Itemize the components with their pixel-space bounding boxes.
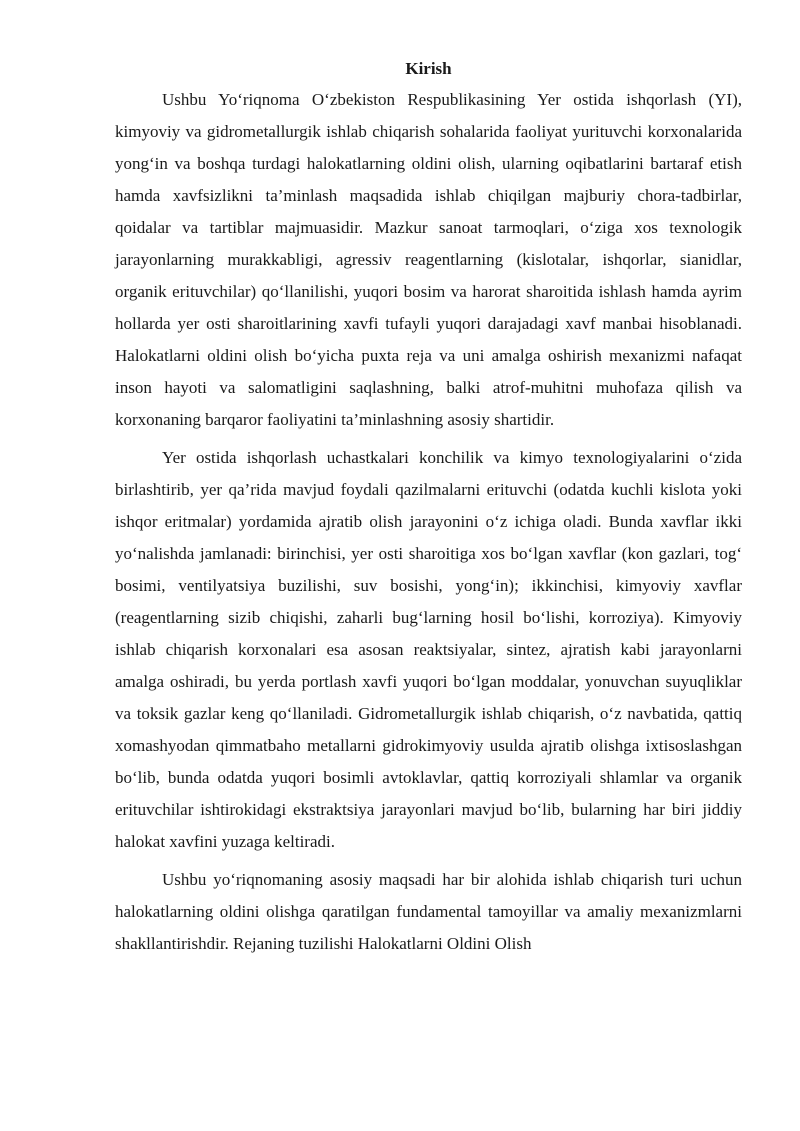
section-title: Kirish: [405, 59, 452, 78]
paragraph-purpose: Ushbu yo‘riqnomaning asosiy maqsadi har bir alohida ishlab chiqarish turi uchun halokatlarning oldini olishga qaratilgan fundamental tamoyillar va amaliy mexanizmlarni shakllantirishdir. Rejaning tuzilishi Halokatlarni Oldini Olish: [115, 870, 742, 953]
document-page: [115, 56, 742, 960]
paragraph-intro: Ushbu Yo‘riqnoma O‘zbekiston Respublikasining Yer ostida ishqorlash (YI), kimyoviy va gidrometallurgik ishlab chiqarish sohalarida faoliyat yurituvchi korxonalarida yong‘in va boshqa turdagi halokatlarning oldini olish, ularning oqibatlarini bartaraf etish hamda xavfsizlikni ta’minlash maqsadida ishlab chiqilgan majburiy chora-tadbirlar, qoidalar va tartiblar majmuasidir. Mazkur sanoat tarmoqlari, o‘ziga xos texnologik jarayonlarning murakkabligi, agressiv reagentlarning (kislotalar, ishqorlar, sianidlar, organik erituvchilar) qo‘llanilishi, yuqori bosim va harorat sharoitida ishlash hamda ayrim hollarda yer osti sharoitlarining xavfi tufayli yuqori darajadagi xavf manbai hisoblanadi. Halokatlarni oldini olish bo‘yicha puxta reja va uni amalga oshirish mexanizmi nafaqat inson hayoti va salomatligini saqlashning, balki atrof-muhitni muhofaza qilish va korxonaning barqaror faoliyatini ta’minlashning asosiy shartidir.: [115, 90, 742, 429]
paragraph-hazards: Yer ostida ishqorlash uchastkalari konchilik va kimyo texnologiyalarini o‘zida birlashtirib, yer qa’rida mavjud foydali qazilmalarni erituvchi (odatda kuchli kislota yoki ishqor eritmalar) yordamida ajratib olish jarayonini o‘z ichiga oladi. Bunda xavflar ikki yo‘nalishda jamlanadi: birinchisi, yer osti sharoitiga xos bo‘lgan xavflar (kon gazlari, tog‘ bosimi, ventilyatsiya buzilishi, suv bosishi, yong‘in); ikkinchisi, kimyoviy xavflar (reagentlarning sizib chiqishi, zaharli bug‘larning hosil bo‘lishi, korroziya). Kimyoviy ishlab chiqarish korxonalari esa asosan reaktsiyalar, sintez, ajratish kabi jarayonlarni amalga oshiradi, bu yerda portlash xavfi yuqori bo‘lgan moddalar, yonuvchan suyuqliklar va toksik gazlar keng qo‘llaniladi. Gidrometallurgik ishlab chiqarish, o‘z navbatida, qattiq xomashyodan qimmatbaho metallarni gidrokimyoviy usulda ajratib olishga ixtisoslashgan bo‘lib, bunda odatda yuqori bosimli avtoklavlar, qattiq korroziyali shlamlar va organik erituvchilar ishtirokidagi ekstraktsiya jarayonlari mavjud bo‘lib, bularning har biri jiddiy halokat xavfini yuzaga keltiradi.: [115, 448, 742, 851]
